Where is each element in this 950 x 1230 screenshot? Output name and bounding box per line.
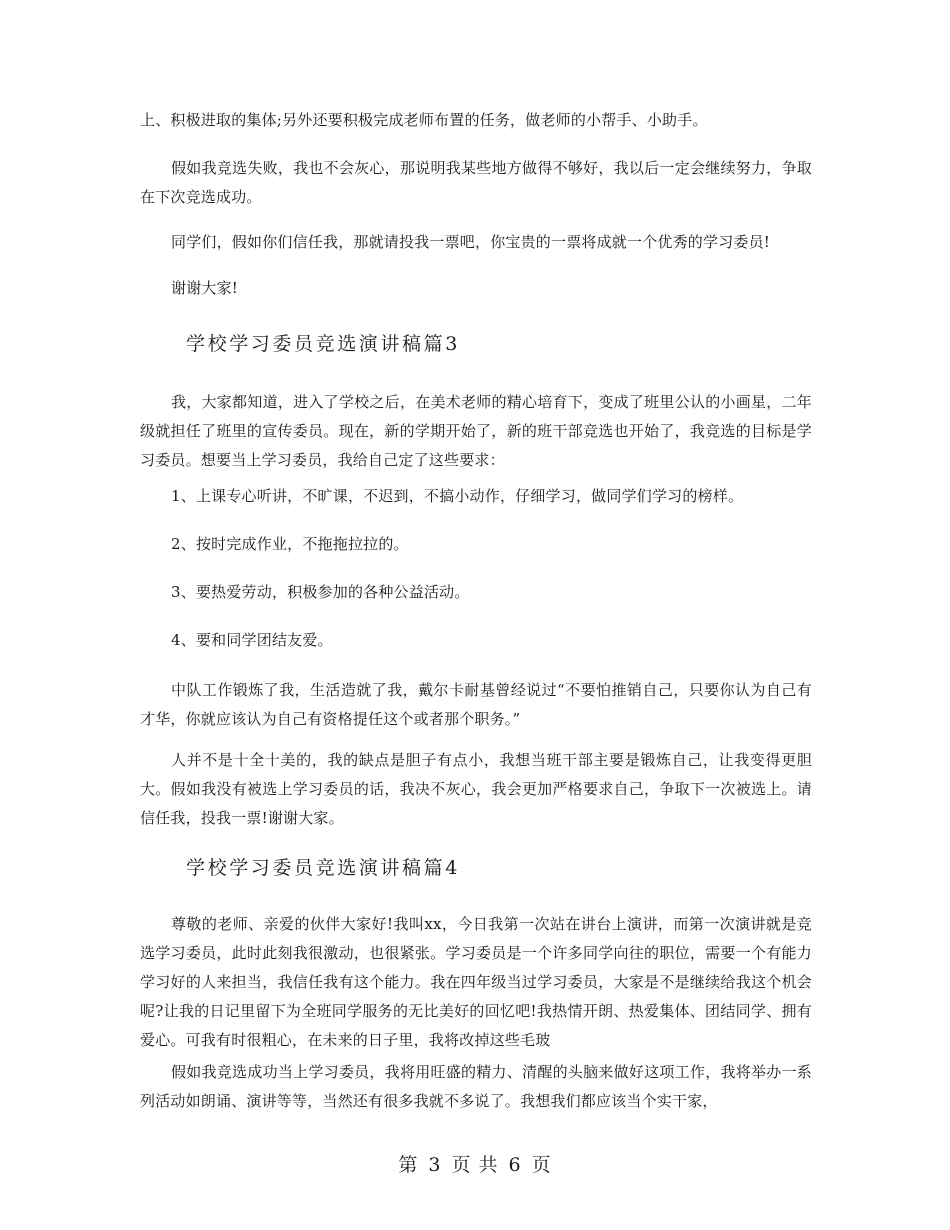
list-item-1-block [140,482,812,511]
footer-mid: 页 共 [451,1154,499,1176]
quote-paragraph: 中队工作锻炼了我，生活造就了我，戴尔卡耐基曾经说过“不要怕推销自己，只要你认为自己有才华，你就应该认为自己有资格提任这个或者那个职务。” [140,681,812,728]
list-item-2-block [140,530,812,559]
paragraph-vote: 同学们，假如你们信任我，那就请投我一票吧，你宝贵的一票将成就一个优秀的学习委员! [171,233,771,251]
footer-current-page: 3 [428,1154,442,1176]
list-item-3-block [140,578,812,607]
section-heading-4: 学校学习委员竞选演讲稿篇4 [186,857,460,879]
page-number-footer [0,1150,950,1177]
list-item-2: 2、按时完成作业，不拖拖拉拉的。 [171,535,409,553]
list-item-4: 4、要和同学团结友爱。 [171,631,333,649]
section-heading-3: 学校学习委员竞选演讲稿篇3 [186,333,460,355]
list-item-1: 1、上课专心听讲，不旷课，不迟到，不搞小动作，仔细学习，做同学们学习的榜样。 [171,487,744,505]
section-4-plan: 假如我竞选成功当上学习委员，我将用旺盛的精力、清醒的头脑来做好这项工作，我将举办一系列活动如朗诵、演讲等等，当然还有很多我就不多说了。我想我们都应该当个实干家， [140,1063,812,1110]
section-3-intro: 我，大家都知道，进入了学校之后，在美术老师的精心培育下，变成了班里公认的小画星，二年级就担任了班里的宣传委员。现在，新的学期开始了，新的班干部竞选也开始了，我竞选的目标是学习委员。想要当上学习委员，我给自己定了这些要求： [140,393,812,469]
footer-prefix: 第 [398,1154,419,1176]
top-paragraphs [140,106,812,135]
paragraph-vote-block [140,228,812,257]
shortcoming-paragraph-block [140,746,812,833]
paragraph-fail: 假如我竞选失败，我也不会灰心，那说明我某些地方做得不够好，我以后一定会继续努力，争取在下次竞选成功。 [140,159,812,206]
paragraph-thanks: 谢谢大家! [171,279,239,297]
footer-total-pages: 6 [508,1154,522,1176]
section-3-intro-block [140,388,812,475]
section-4-intro: 尊敬的老师、亲爱的伙伴大家好!我叫xx，今日我第一次站在讲台上演讲，而第一次演讲就是竞选学习委员，此时此刻我很激动，也很紧张。学习委员是一个许多同学向往的职位，需要一个有能力学习好的人来担当，我信任我有这个能力。我在四年级当过学习委员，大家是不是继续给我这个机会呢?让我的日记里留下为全班同学服务的无比美好的回忆吧!我热情开朗、热爱集体、团结同学、拥有爱心。可我有时很粗心，在未来的日子里，我将改掉这些毛玻 [140,915,812,1049]
list-item-3: 3、要热爱劳动，积极参加的各种公益活动。 [171,583,470,601]
paragraph-thanks-block [140,274,812,303]
quote-paragraph-block [140,676,812,734]
section-4-plan-block [140,1058,812,1116]
paragraph-continuation: 上、积极进取的集体;另外还要积极完成老师布置的任务，做老师的小帮手、小助手。 [140,111,708,129]
paragraph-fail-block [140,154,812,212]
section-4-intro-block [140,910,812,1055]
list-item-4-block [140,626,812,655]
shortcoming-paragraph: 人并不是十全十美的，我的缺点是胆子有点小，我想当班干部主要是锻炼自己，让我变得更胆大。假如我没有被选上学习委员的话，我决不灰心，我会更加严格要求自己，争取下一次被选上。请信任我，投我一票!谢谢大家。 [140,751,812,827]
footer-suffix: 页 [531,1154,552,1176]
